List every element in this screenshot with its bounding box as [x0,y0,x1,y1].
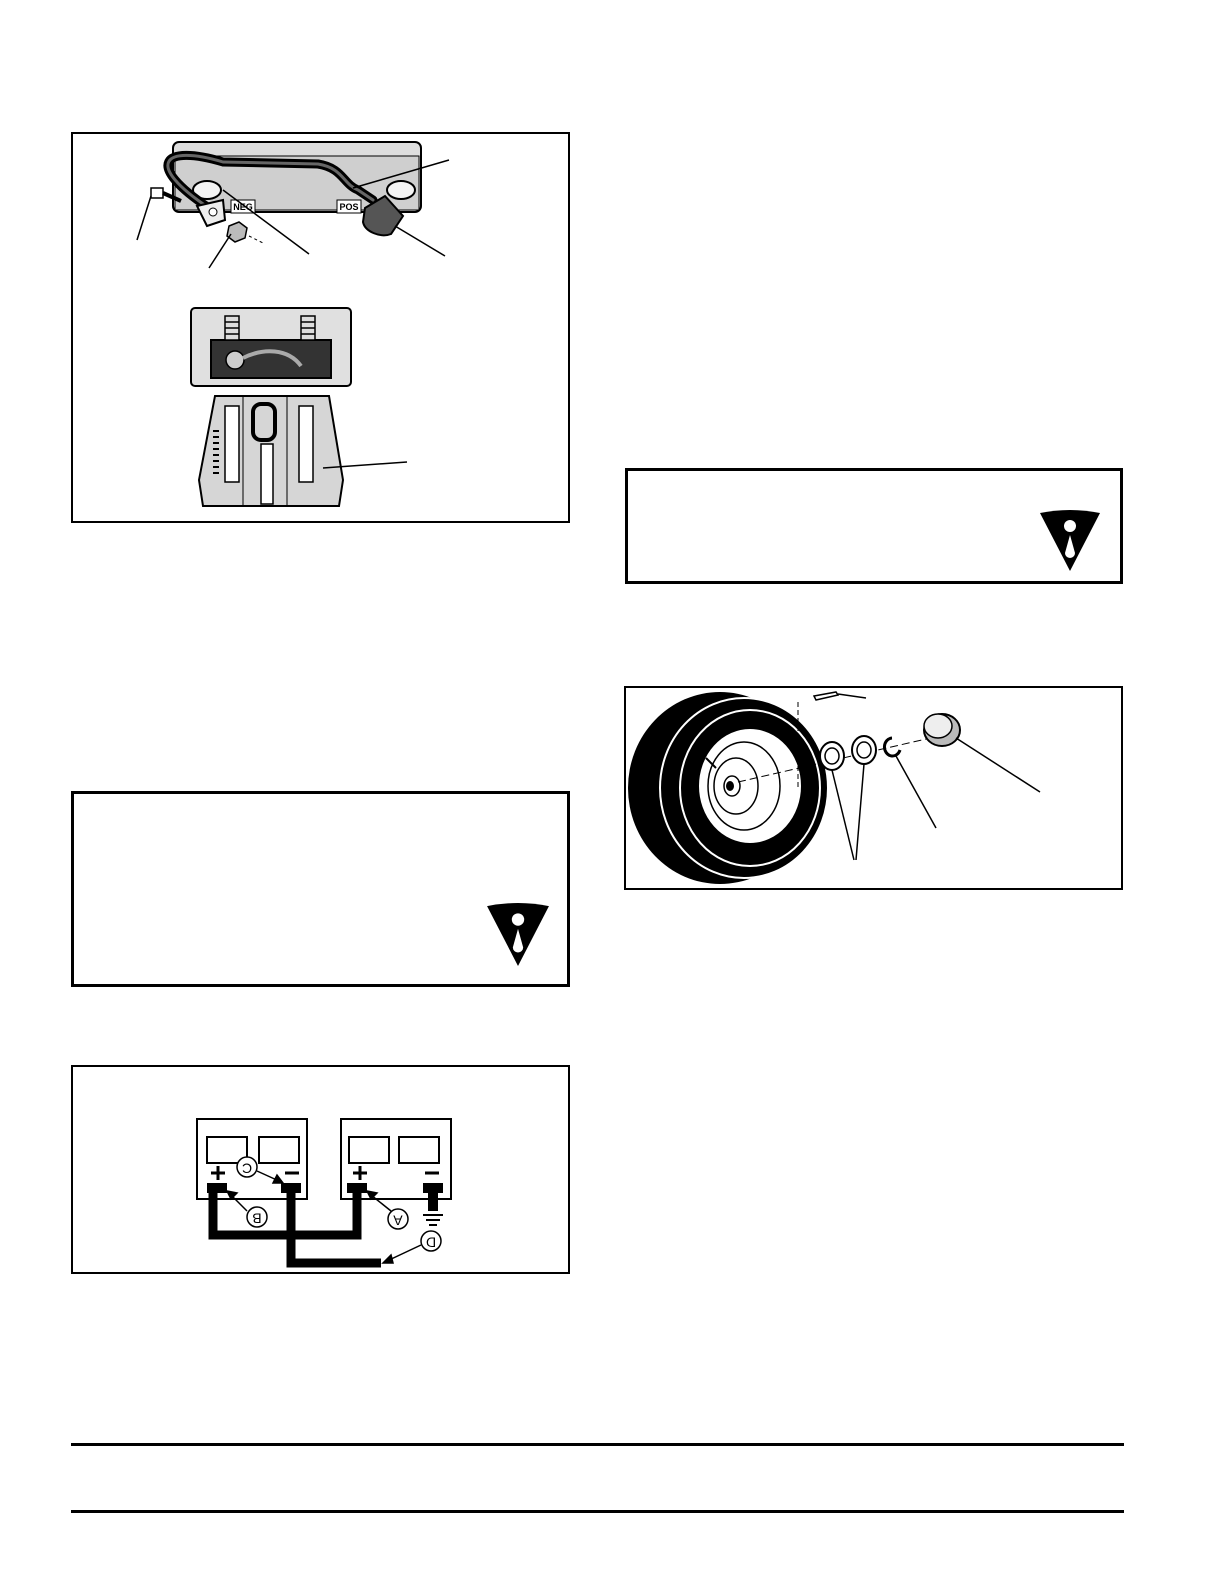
warning-box-upper [625,468,1123,584]
jump-start-diagram [73,1067,568,1272]
callout-c: C [241,1160,253,1177]
callout-b: B [252,1210,262,1227]
footer-rule-bottom [71,1510,1124,1513]
callout-d: D [425,1234,437,1251]
warning-box-lower [71,791,570,987]
neg-terminal-label: NEG [233,202,253,212]
pos-terminal-label: POS [339,202,359,212]
callout-a: A [393,1212,403,1229]
figure-wheel-assembly [624,686,1123,890]
figure-battery-cables [71,132,570,523]
wheel-illustration [626,688,1121,888]
figure-jump-start-diagram [71,1065,570,1274]
safety-alert-icon [485,902,551,968]
safety-alert-icon [1038,509,1102,573]
battery-illustration [73,134,568,521]
footer-rule-top [71,1443,1124,1446]
